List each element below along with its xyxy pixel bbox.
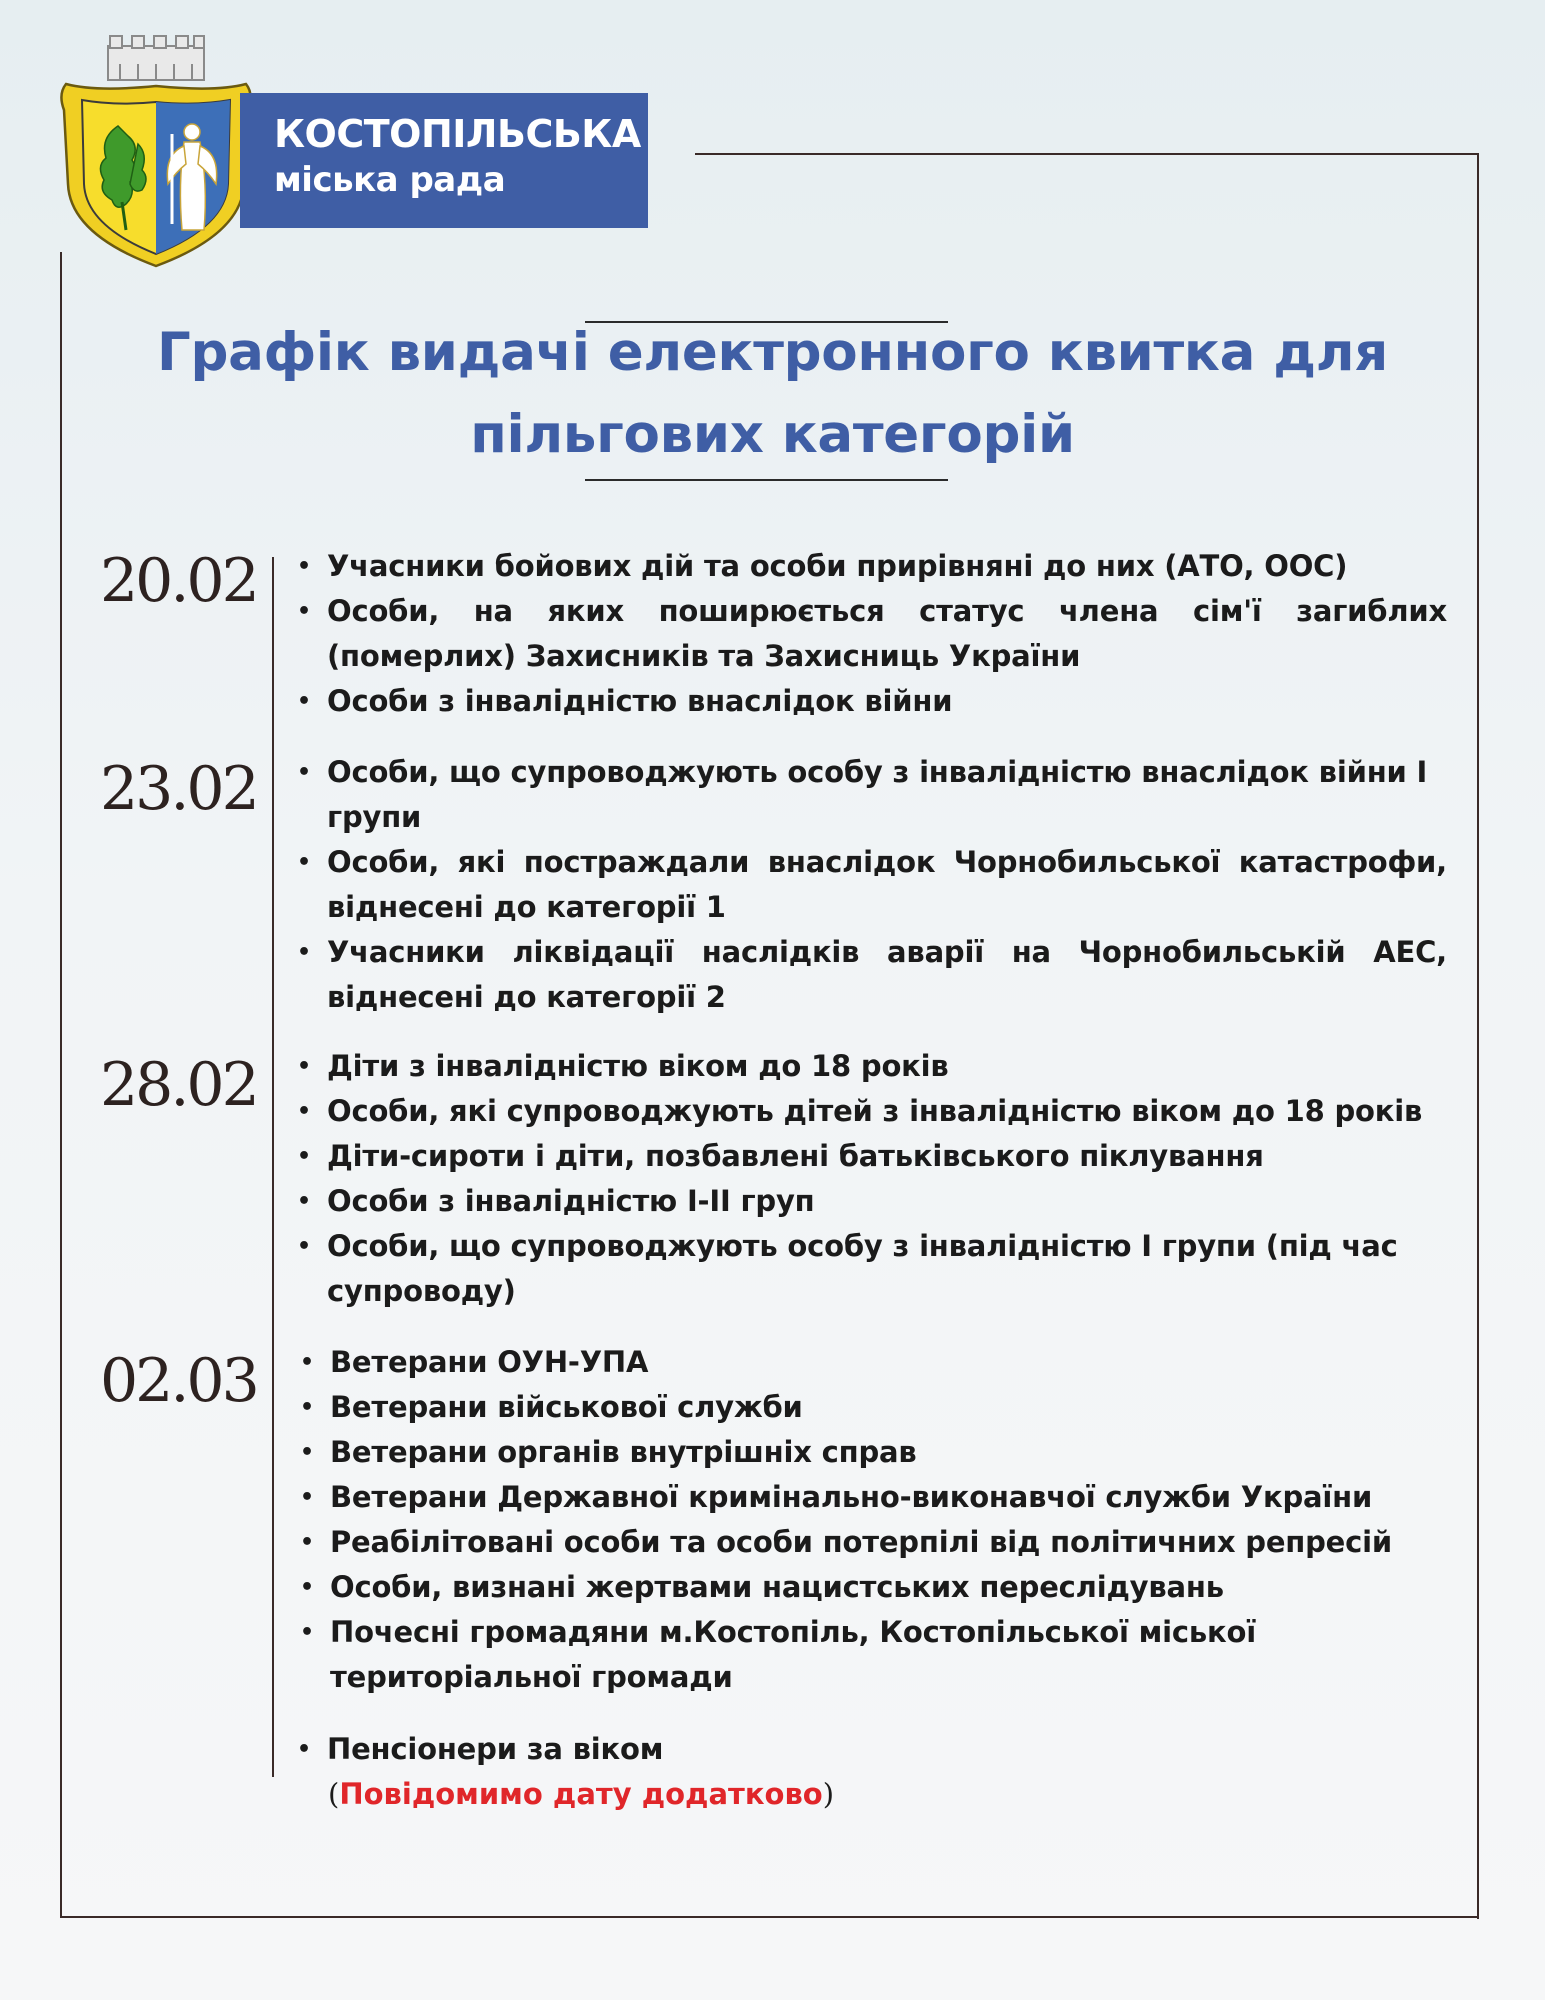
category-item: • Учасники ліквідації наслідків аварії на Чорнобильській АЕС, віднесені до категорії 2	[297, 930, 1447, 1020]
category-item: • Ветерани органів внутрішніх справ	[300, 1430, 1447, 1475]
category-item: • Ветерани військової служби	[300, 1385, 1447, 1430]
category-item: • Особи з інвалідністю внаслідок війни	[297, 679, 1447, 724]
pensioners-item: • Пенсіонери за віком	[297, 1727, 1447, 1772]
category-item: • Особи з інвалідністю І-ІІ груп	[297, 1179, 1447, 1224]
category-item: • Діти з інвалідністю віком до 18 років	[297, 1044, 1447, 1089]
category-item: • Особи, що супроводжують особу з інвалідністю внаслідок війни І групи	[297, 750, 1447, 840]
frame-top-line	[695, 153, 1479, 155]
coat-of-arms-icon	[56, 34, 256, 273]
category-item: • Ветерани Державної кримінально-виконавчої служби України	[300, 1475, 1447, 1520]
page-title: Графік видачі електронного квитка для пільгових категорій	[157, 322, 1388, 465]
frame-bottom-line	[60, 1916, 1479, 1918]
category-item: • Особи, які супроводжують дітей з інвалідністю віком до 18 років	[297, 1089, 1447, 1134]
category-item: • Реабілітовані особи та особи потерпілі від політичних репресій	[300, 1520, 1447, 1565]
notice-open-paren: (	[328, 1777, 340, 1811]
category-list	[297, 1044, 1447, 1314]
category-item: • Особи, на яких поширюється статус члена сім'ї загиблих (померлих) Захисників та Захисниць України	[297, 589, 1447, 679]
notice-close-paren: )	[822, 1777, 835, 1811]
frame-left-line	[60, 252, 62, 1918]
category-item: • Почесні громадяни м.Костопіль, Костопільської міської територіальної громади	[300, 1610, 1447, 1700]
category-item: • Особи, що супроводжують особу з інвалідністю І групи (під час супроводу)	[297, 1224, 1447, 1314]
timeline-divider	[272, 557, 274, 1777]
date-label: 02.03	[100, 1346, 257, 1416]
date-label: 20.02	[100, 546, 257, 616]
title-rule-bottom	[585, 479, 948, 481]
category-item: • Ветерани ОУН-УПА	[300, 1340, 1447, 1385]
category-list	[297, 750, 1447, 1020]
pensioners-notice	[328, 1772, 834, 1817]
category-item: • Учасники бойових дій та особи прирівняні до них (АТО, ООС)	[297, 544, 1447, 589]
org-name-line1: КОСТОПІЛЬСЬКА	[274, 112, 641, 156]
notice-text: Повідомимо дату додатково	[339, 1777, 823, 1811]
date-label: 23.02	[100, 754, 257, 824]
category-item: • Особи, які постраждали внаслідок Чорнобильської катастрофи, віднесені до категорії 1	[297, 840, 1447, 930]
category-list	[300, 1340, 1447, 1700]
pensioners-list	[297, 1727, 1447, 1772]
org-name-line2: міська рада	[274, 160, 506, 200]
category-item: • Особи, визнані жертвами нацистських переслідувань	[300, 1565, 1447, 1610]
category-list	[297, 544, 1447, 724]
org-name-banner	[240, 93, 648, 228]
category-item: • Діти-сироти і діти, позбавлені батьківського піклування	[297, 1134, 1447, 1179]
date-label: 28.02	[100, 1050, 257, 1120]
